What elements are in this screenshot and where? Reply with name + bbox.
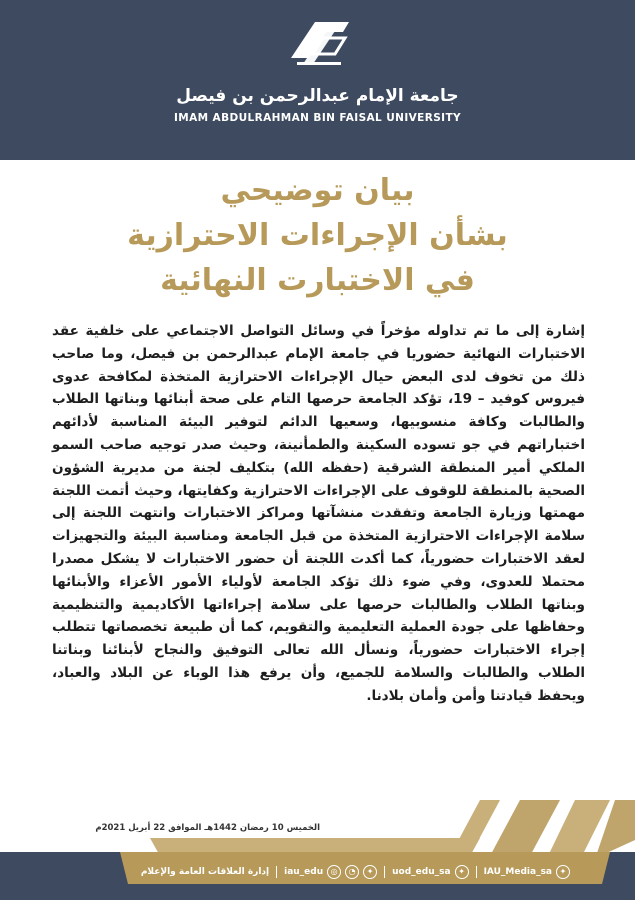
title-line-2: بشأن الإجراءات الاحترازية: [127, 218, 508, 253]
divider: [476, 866, 477, 878]
twitter-icon: ✦: [455, 865, 469, 879]
university-name-english: IMAM ABDULRAHMAN BIN FAISAL UNIVERSITY: [173, 112, 462, 124]
snapchat-icon: ◔: [345, 865, 359, 879]
divider: [384, 866, 385, 878]
twitter-handle-uod[interactable]: ✦ uod_edu_sa: [392, 865, 468, 879]
department-name: إدارة العلاقات العامة والإعلام: [140, 867, 270, 877]
header-banner: [0, 0, 635, 160]
statement-body: إشارة إلى ما تم تداوله مؤخراً في وسائل التواصل الاجتماعي على خلفية عقد الاختبارات النهائية حضوريا في جامعة الإمام عبدالرحمن بن فيصل، وما صاحب ذلك من تخوف لدى البعض حيال الإجراءات الاحترازية المتخذة لمكافحة عدوى فيروس كوفيد – 19، تؤكد الجامعة حرصها التام على صحة أبنائها وبناتها الطلاب والطالبات وكافة منسوبيها، وسعيها الدائم لتوفير البيئة المناسبة لأدائهم اختباراتهم في جو تسوده السكينة والطمأنينة، وحيث صدر توجيه صاحب السمو الملكي أمير المنطقة الشرقية (حفظه الله) بتكليف لجنة من مديرية الشؤون الصحية بالمنطقة للوقوف على الإجراءات الاحترازية وكفايتها، وحيث أتمت اللجنة مهمتها وزيارة الجامعة وتفقدت منشآتها ومراكز الاختبارات وانتهت اللجنة إلى سلامة الإجراءات الاحترازية المتخذة من قبل الجامعة ومناسبة البيئة والتجهيزات لعقد الاختبارات حضورياً، كما أكدت اللجنة أن حضور الاختبارات لا يشكل مصدرا محتملا للعدوى، وفي ضوء ذلك تؤكد الجامعة لأولياء الأمور الأعزاء والأبنائها وبناتها الطلاب والطالبات حرصها على سلامة إجراءاتها الأكاديمية والتنظيمية وحفاظها على جودة العملية التعليمية والتقويم، كما أن طبيعة تخصصاتها تتطلب إجراء الاختبارات حضورياً، ونسأل الله تعالى التوفيق والنجاح لأبنائنا وبناتنا الطلاب والطالبات والسلامة للجميع، وأن يرفع هذا الوباء عن البلاد والعباد، ويحفظ قيادتنا وأمن وأمان بلادنا.: [52, 323, 585, 704]
divider: [276, 866, 277, 878]
university-name-arabic: جامعة الإمام عبدالرحمن بن فيصل: [176, 86, 459, 106]
instagram-icon: ◎: [327, 865, 341, 879]
twitter-icon: ✦: [363, 865, 377, 879]
title-line-1: بيان توضيحي: [220, 173, 415, 208]
twitter-handle-media[interactable]: ✦ IAU_Media_sa: [484, 865, 570, 879]
twitter-icon: ✦: [556, 865, 570, 879]
social-handle-iau[interactable]: ✦ ◔ ◎ iau_edu: [284, 865, 377, 879]
title-line-3: في الاختبارت النهائية: [160, 263, 475, 298]
document-title: [40, 168, 595, 303]
social-links: [100, 862, 570, 882]
document-date: الخميس 10 رمضان 1442هـ الموافق 22 أبريل 2021م: [95, 823, 320, 833]
university-logo-icon: [283, 14, 353, 76]
